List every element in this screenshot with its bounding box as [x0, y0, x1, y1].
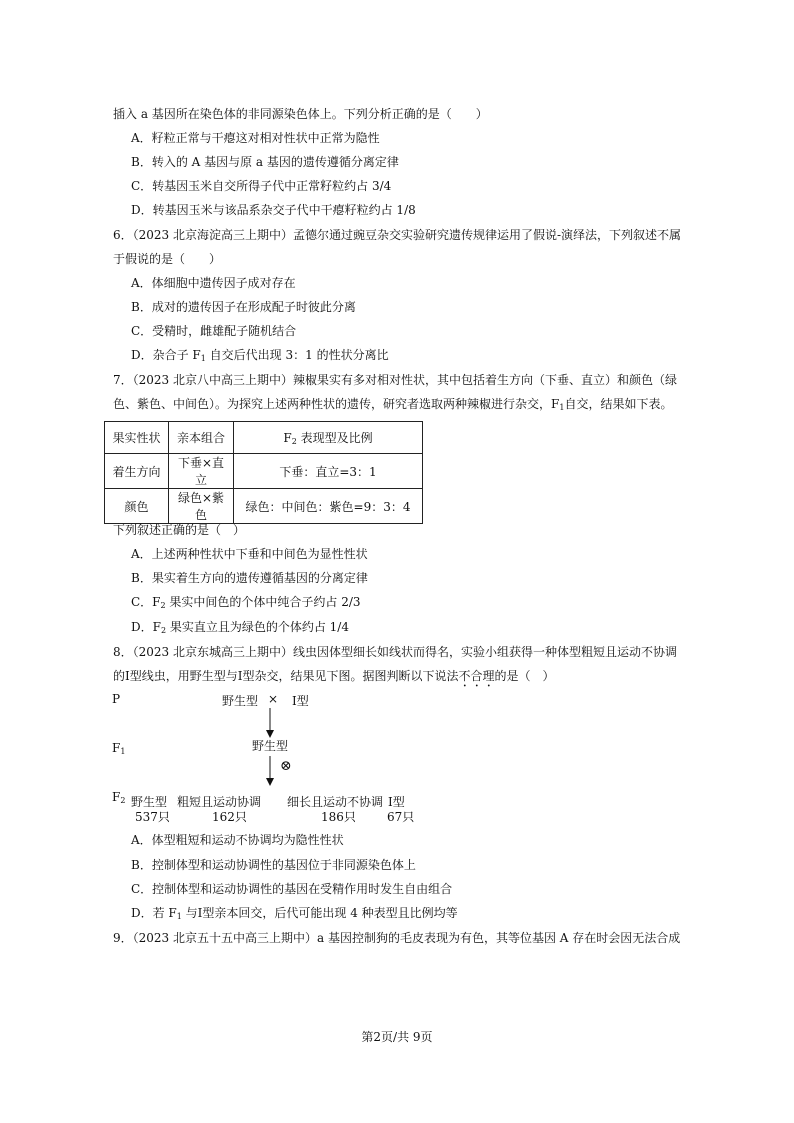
q6-option-c: C．受精时，雌雄配子随机结合 — [131, 324, 297, 338]
q8-option-c: C．控制体型和运动协调性的基因在受精作用时发生自由组合 — [131, 882, 453, 896]
table-cell: 绿色：中间色：紫色=9：3：4 — [234, 489, 423, 524]
f2-count-type-i: 67只 — [387, 810, 415, 824]
q6-stem-line2: 于假说的是（ ） — [113, 252, 222, 266]
q7-stem-line1: 7．（2023 北京八中高三上期中）辣椒果实有多对相对性状，其中包括着生方向（下垂、直立）和颜色（绿 — [113, 373, 677, 387]
table-header-f2: $F_2$ 表现型及比例 — [234, 422, 423, 454]
q8-option-b: B．控制体型和运动协调性的基因位于非同源染色体上 — [131, 858, 416, 872]
table-row — [105, 454, 423, 489]
parent-type-i: I型 — [292, 694, 309, 708]
q5-stem-continued: 插入 a 基因所在染色体的非同源染色体上。下列分析正确的是（ ） — [113, 107, 488, 121]
q8-option-d: D．若 $F_1$ 与I型亲本回交，后代可能出现 4 种表型且比例均等 — [131, 906, 458, 921]
q7-option-a: A．上述两种性状中下垂和中间色为显性性状 — [131, 547, 368, 561]
q5-option-b: B．转入的 A 基因与原 a 基因的遗传遵循分离定律 — [131, 155, 399, 169]
table-cell: 下垂×直立 — [169, 454, 234, 489]
q7-result-table — [104, 421, 423, 524]
q6-option-b: B．成对的遗传因子在形成配子时彼此分离 — [131, 300, 356, 314]
f1-generation-label: $F_1$ — [112, 741, 126, 756]
f2-phenotype-short-coordinated: 粗短且运动协调 — [177, 795, 262, 809]
q7-option-d: D．$F_2$ 果实直立且为绿色的个体约占 1/4 — [131, 620, 349, 635]
f2-count-long-uncoordinated: 186只 — [321, 810, 356, 824]
table-header-parents: 亲本组合 — [169, 422, 234, 454]
q7-option-c: C．$F_2$ 果实中间色的个体中纯合子约占 2/3 — [131, 595, 361, 610]
table-cell: 颜色 — [105, 489, 169, 524]
table-header-trait: 果实性状 — [105, 422, 169, 454]
table-cell: 着生方向 — [105, 454, 169, 489]
p-generation-label: P — [112, 692, 121, 706]
table-cell: 绿色×紫色 — [169, 489, 234, 524]
q5-option-c: C．转基因玉米自交所得子代中正常籽粒约占 3/4 — [131, 179, 392, 193]
arrow-down-icon — [264, 756, 276, 786]
q8-stem-line1: 8．（2023 北京东城高三上期中）线虫因体型细长如线状而得名，实验小组获得一种体型粗短且运动不协调 — [113, 645, 677, 659]
emphasis-text: 不合理 — [458, 669, 495, 683]
q7-stem-line2: 色、紫色、中间色）。为探究上述两种性状的遗传，研究者选取两种辣椒进行杂交，$F_1$自交，结果如下表。 — [113, 397, 673, 412]
q6-option-d: D．杂合子 $F_1$ 自交后代出现 3：1 的性状分离比 — [131, 348, 389, 363]
parent-wild-type: 野生型 — [222, 694, 259, 708]
f1-phenotype: 野生型 — [252, 739, 289, 753]
q8-stem-line2: 的I型线虫，用野生型与I型杂交，结果见下图。据图判断以下说法不合理的是（ ） — [113, 669, 555, 683]
q7-option-b: B．果实着生方向的遗传遵循基因的分离定律 — [131, 571, 368, 585]
f2-generation-label: $F_2$ — [112, 790, 126, 805]
f2-phenotype-long-uncoordinated: 细长且运动不协调 — [287, 795, 384, 809]
table-row — [105, 489, 423, 524]
q6-stem-line1: 6．（2023 北京海淀高三上期中）孟德尔通过豌豆杂交实验研究遗传规律运用了假说-演绎法，下列叙述不属 — [113, 228, 682, 242]
table-cell: 下垂：直立=3：1 — [234, 454, 423, 489]
q8-option-a: A．体型粗短和运动不协调均为隐性性状 — [131, 833, 344, 847]
q5-option-a: A．籽粒正常与干瘪这对相对性状中正常为隐性 — [131, 131, 380, 145]
f2-phenotype-type-i: I型 — [388, 795, 405, 809]
q6-option-a: A．体细胞中遗传因子成对存在 — [131, 276, 296, 290]
page-number: 第2页/共 9页 — [361, 1030, 433, 1044]
f2-phenotype-wild: 野生型 — [131, 795, 168, 809]
q5-option-d: D．转基因玉米与该品系杂交子代中干瘪籽粒约占 1/8 — [131, 203, 416, 217]
cross-symbol: × — [268, 692, 279, 706]
f2-count-wild: 537只 — [135, 810, 170, 824]
self-cross-icon: ⊗ — [280, 758, 292, 774]
q9-stem-line1: 9．（2023 北京五十五中高三上期中）a 基因控制狗的毛皮表现为有色，其等位基因 A 存在时会因无法合成 — [113, 931, 681, 945]
arrow-down-icon — [264, 708, 276, 738]
table-row — [105, 422, 423, 454]
f2-count-short-coordinated: 162只 — [212, 810, 247, 824]
q7-after-table: 下列叙述正确的是（ ） — [113, 523, 246, 537]
